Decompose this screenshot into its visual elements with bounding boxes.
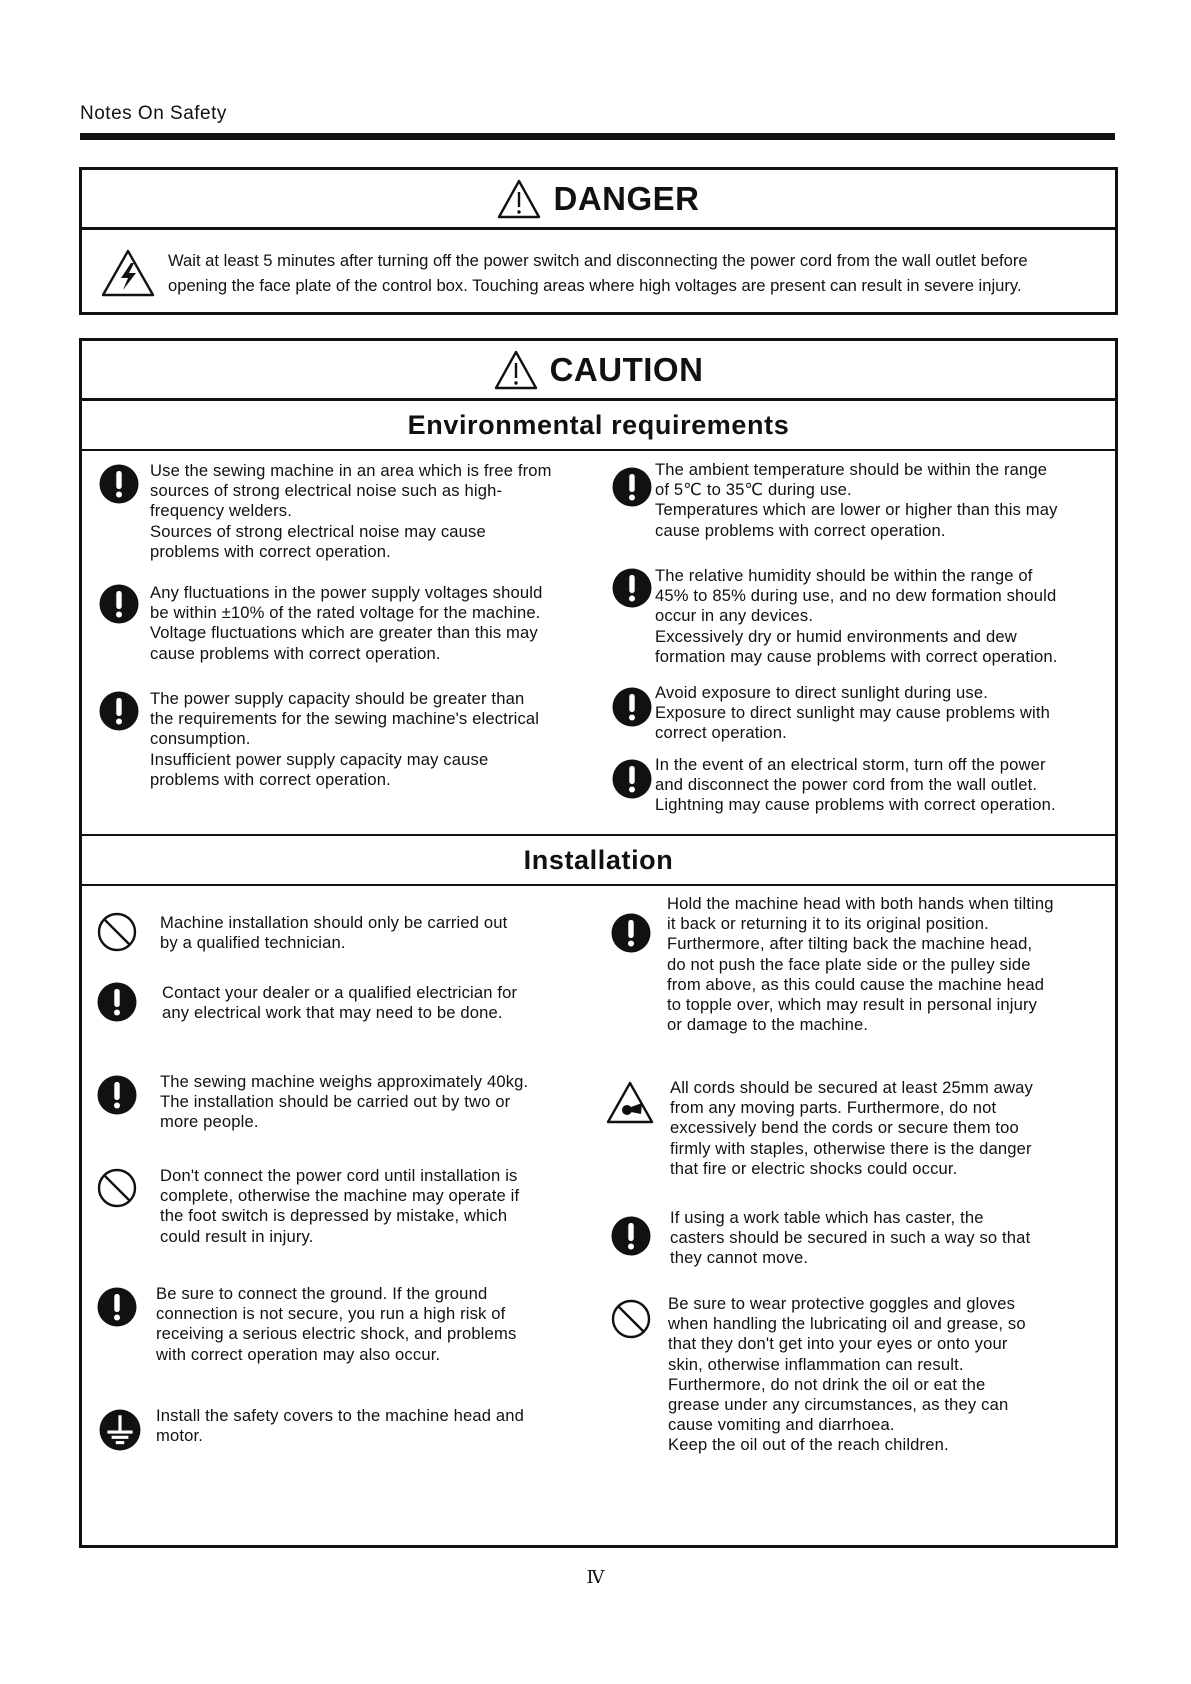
mandatory-action-icon bbox=[611, 913, 651, 953]
mandatory-action-icon bbox=[611, 1216, 651, 1256]
install-item-safety-covers: Install the safety covers to the machine head and motor. bbox=[156, 1406, 525, 1446]
moving-parts-warning-icon bbox=[606, 1081, 654, 1124]
caution-title: CAUTION bbox=[549, 350, 704, 388]
install-item-machine-head: Hold the machine head with both hands when tilting it back or returning it to its original position. Furthermore, after tilting back the machine head, do not push the face plate side or the pulley side from above, as this could cause the machine head to topple over, which may result in personal injury or damage to the machine. bbox=[667, 894, 1054, 1035]
install-item-ground: Be sure to connect the ground. If the ground connection is not secure, you run a high risk of receiving a serious electric shock, and problems with correct operation may also occur. bbox=[156, 1284, 517, 1364]
install-item-qualified-technician: Machine installation should only be carried out by a qualified technician. bbox=[160, 913, 508, 953]
install-item-cords: All cords should be secured at least 25mm away from any moving parts. Furthermore, do not excessively bend the cords or secure them too firmly with staples, otherwise there is the danger that fire or electric shocks could occur. bbox=[670, 1078, 1033, 1178]
prohibited-action-icon bbox=[611, 1299, 651, 1339]
env-item-voltage: Any fluctuations in the power supply voltages should be within ±10% of the rated voltage for the machine. Voltage fluctuations which are greater than this may cause problems with correct operation. bbox=[150, 583, 543, 663]
mandatory-action-icon bbox=[99, 464, 139, 504]
ground-icon bbox=[99, 1409, 141, 1451]
env-item-temperature: The ambient temperature should be within the range of 5℃ to 35℃ during use. Temperatures which are lower or higher than this may cause problems with correct operation. bbox=[655, 460, 1058, 540]
caution-box bbox=[79, 338, 1118, 1548]
caution-title-bar bbox=[82, 341, 1115, 401]
mandatory-action-icon bbox=[612, 568, 652, 608]
danger-title: DANGER bbox=[553, 179, 700, 217]
danger-title-bar bbox=[82, 170, 1115, 230]
install-item-weight: The sewing machine weighs approximately 40kg. The installation should be carried out by two or more people. bbox=[160, 1072, 529, 1132]
install-item-power-cord: Don't connect the power cord until installation is complete, otherwise the machine may operate if the foot switch is depressed by mistake, which could result in injury. bbox=[160, 1166, 520, 1246]
mandatory-action-icon bbox=[97, 982, 137, 1022]
mandatory-action-icon bbox=[99, 691, 139, 731]
mandatory-action-icon bbox=[97, 1075, 137, 1115]
environmental-heading: Environmental requirements bbox=[82, 401, 1115, 451]
header-rule bbox=[80, 133, 1115, 140]
warning-triangle-icon bbox=[497, 179, 541, 219]
danger-body bbox=[82, 230, 1115, 312]
env-item-noise: Use the sewing machine in an area which is free from sources of strong electrical noise such as high- frequency welders. Sources of strong electrical noise may cause problems with correct operation. bbox=[150, 461, 552, 561]
mandatory-action-icon bbox=[97, 1287, 137, 1327]
page-number: Ⅳ bbox=[586, 1567, 605, 1587]
installation-heading: Installation bbox=[82, 836, 1115, 886]
warning-triangle-icon bbox=[494, 350, 538, 390]
danger-box bbox=[79, 167, 1118, 315]
install-item-casters: If using a work table which has caster, the casters should be secured in such a way so that they cannot move. bbox=[670, 1208, 1031, 1268]
electric-shock-icon bbox=[100, 248, 156, 298]
danger-text: Wait at least 5 minutes after turning off the power switch and disconnecting the power cord from the wall outlet before opening the face plate of the control box. Touching areas where high voltages are present can result in severe injury. bbox=[168, 251, 1028, 295]
prohibited-action-icon bbox=[97, 1168, 137, 1208]
mandatory-action-icon bbox=[612, 687, 652, 727]
env-item-power-capacity: The power supply capacity should be greater than the requirements for the sewing machine's electrical consumption. Insufficient power supply capacity may cause problems with correct operation. bbox=[150, 689, 540, 789]
install-item-electrician: Contact your dealer or a qualified electrician for any electrical work that may need to be done. bbox=[162, 983, 518, 1023]
prohibited-action-icon bbox=[97, 912, 137, 952]
mandatory-action-icon bbox=[612, 467, 652, 507]
env-item-sunlight: Avoid exposure to direct sunlight during use. Exposure to direct sunlight may cause problems with correct operation. bbox=[655, 683, 1051, 743]
mandatory-action-icon bbox=[99, 584, 139, 624]
env-item-humidity: The relative humidity should be within the range of 45% to 85% during use, and no dew formation should occur in any devices. Excessively dry or humid environments and dew formation may cause problems with correct operation. bbox=[655, 566, 1058, 666]
install-item-goggles-gloves: Be sure to wear protective goggles and gloves when handling the lubricating oil and grease, so that they don't get into your eyes or onto your skin, otherwise inflammation can result. Furthermore, do not drink the oil or eat the grease under any circumstances, as they can cause vomiting and diarrhoea. Keep the oil out of the reach children. bbox=[668, 1294, 1026, 1455]
env-item-storm: In the event of an electrical storm, turn off the power and disconnect the power cord from the wall outlet. Lightning may cause problems with correct operation. bbox=[655, 755, 1056, 815]
page-header-title: Notes On Safety bbox=[80, 103, 227, 124]
mandatory-action-icon bbox=[612, 759, 652, 799]
